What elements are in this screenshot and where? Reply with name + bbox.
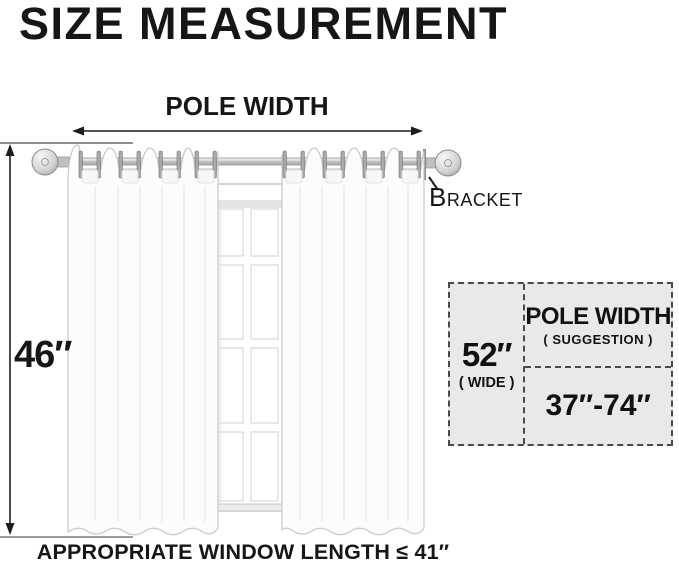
pole-width-range: 37″-74″: [545, 389, 651, 422]
panel-width-cell: [450, 284, 525, 444]
panel-width-value: 52″: [461, 335, 512, 373]
panel-width-note: ( WIDE ): [458, 374, 515, 391]
finial-left: [32, 149, 69, 175]
pole-width-measure-arrow: [72, 127, 423, 136]
grommet-tabs: [82, 170, 418, 183]
size-info-box: [448, 282, 673, 446]
curtain-panel-right: [282, 148, 424, 535]
page-title: SIZE MEASUREMENT: [19, 0, 509, 49]
pole-width-cells: [525, 284, 671, 444]
curtain-panel-left: [68, 145, 218, 535]
pole-width-title: POLE WIDTH: [525, 302, 671, 330]
window-length-note: APPROPRIATE WINDOW LENGTH ≤ 41″: [36, 540, 450, 564]
bracket-label: Bracket: [429, 182, 523, 212]
pole-width-subtitle: ( SUGGESTION ): [543, 331, 653, 347]
pole-width-suggestion-cell: [525, 284, 671, 368]
finial-right: [426, 150, 461, 176]
pole-width-label: POLE WIDTH: [165, 91, 329, 121]
curtain-length-label: 46″: [14, 334, 72, 376]
